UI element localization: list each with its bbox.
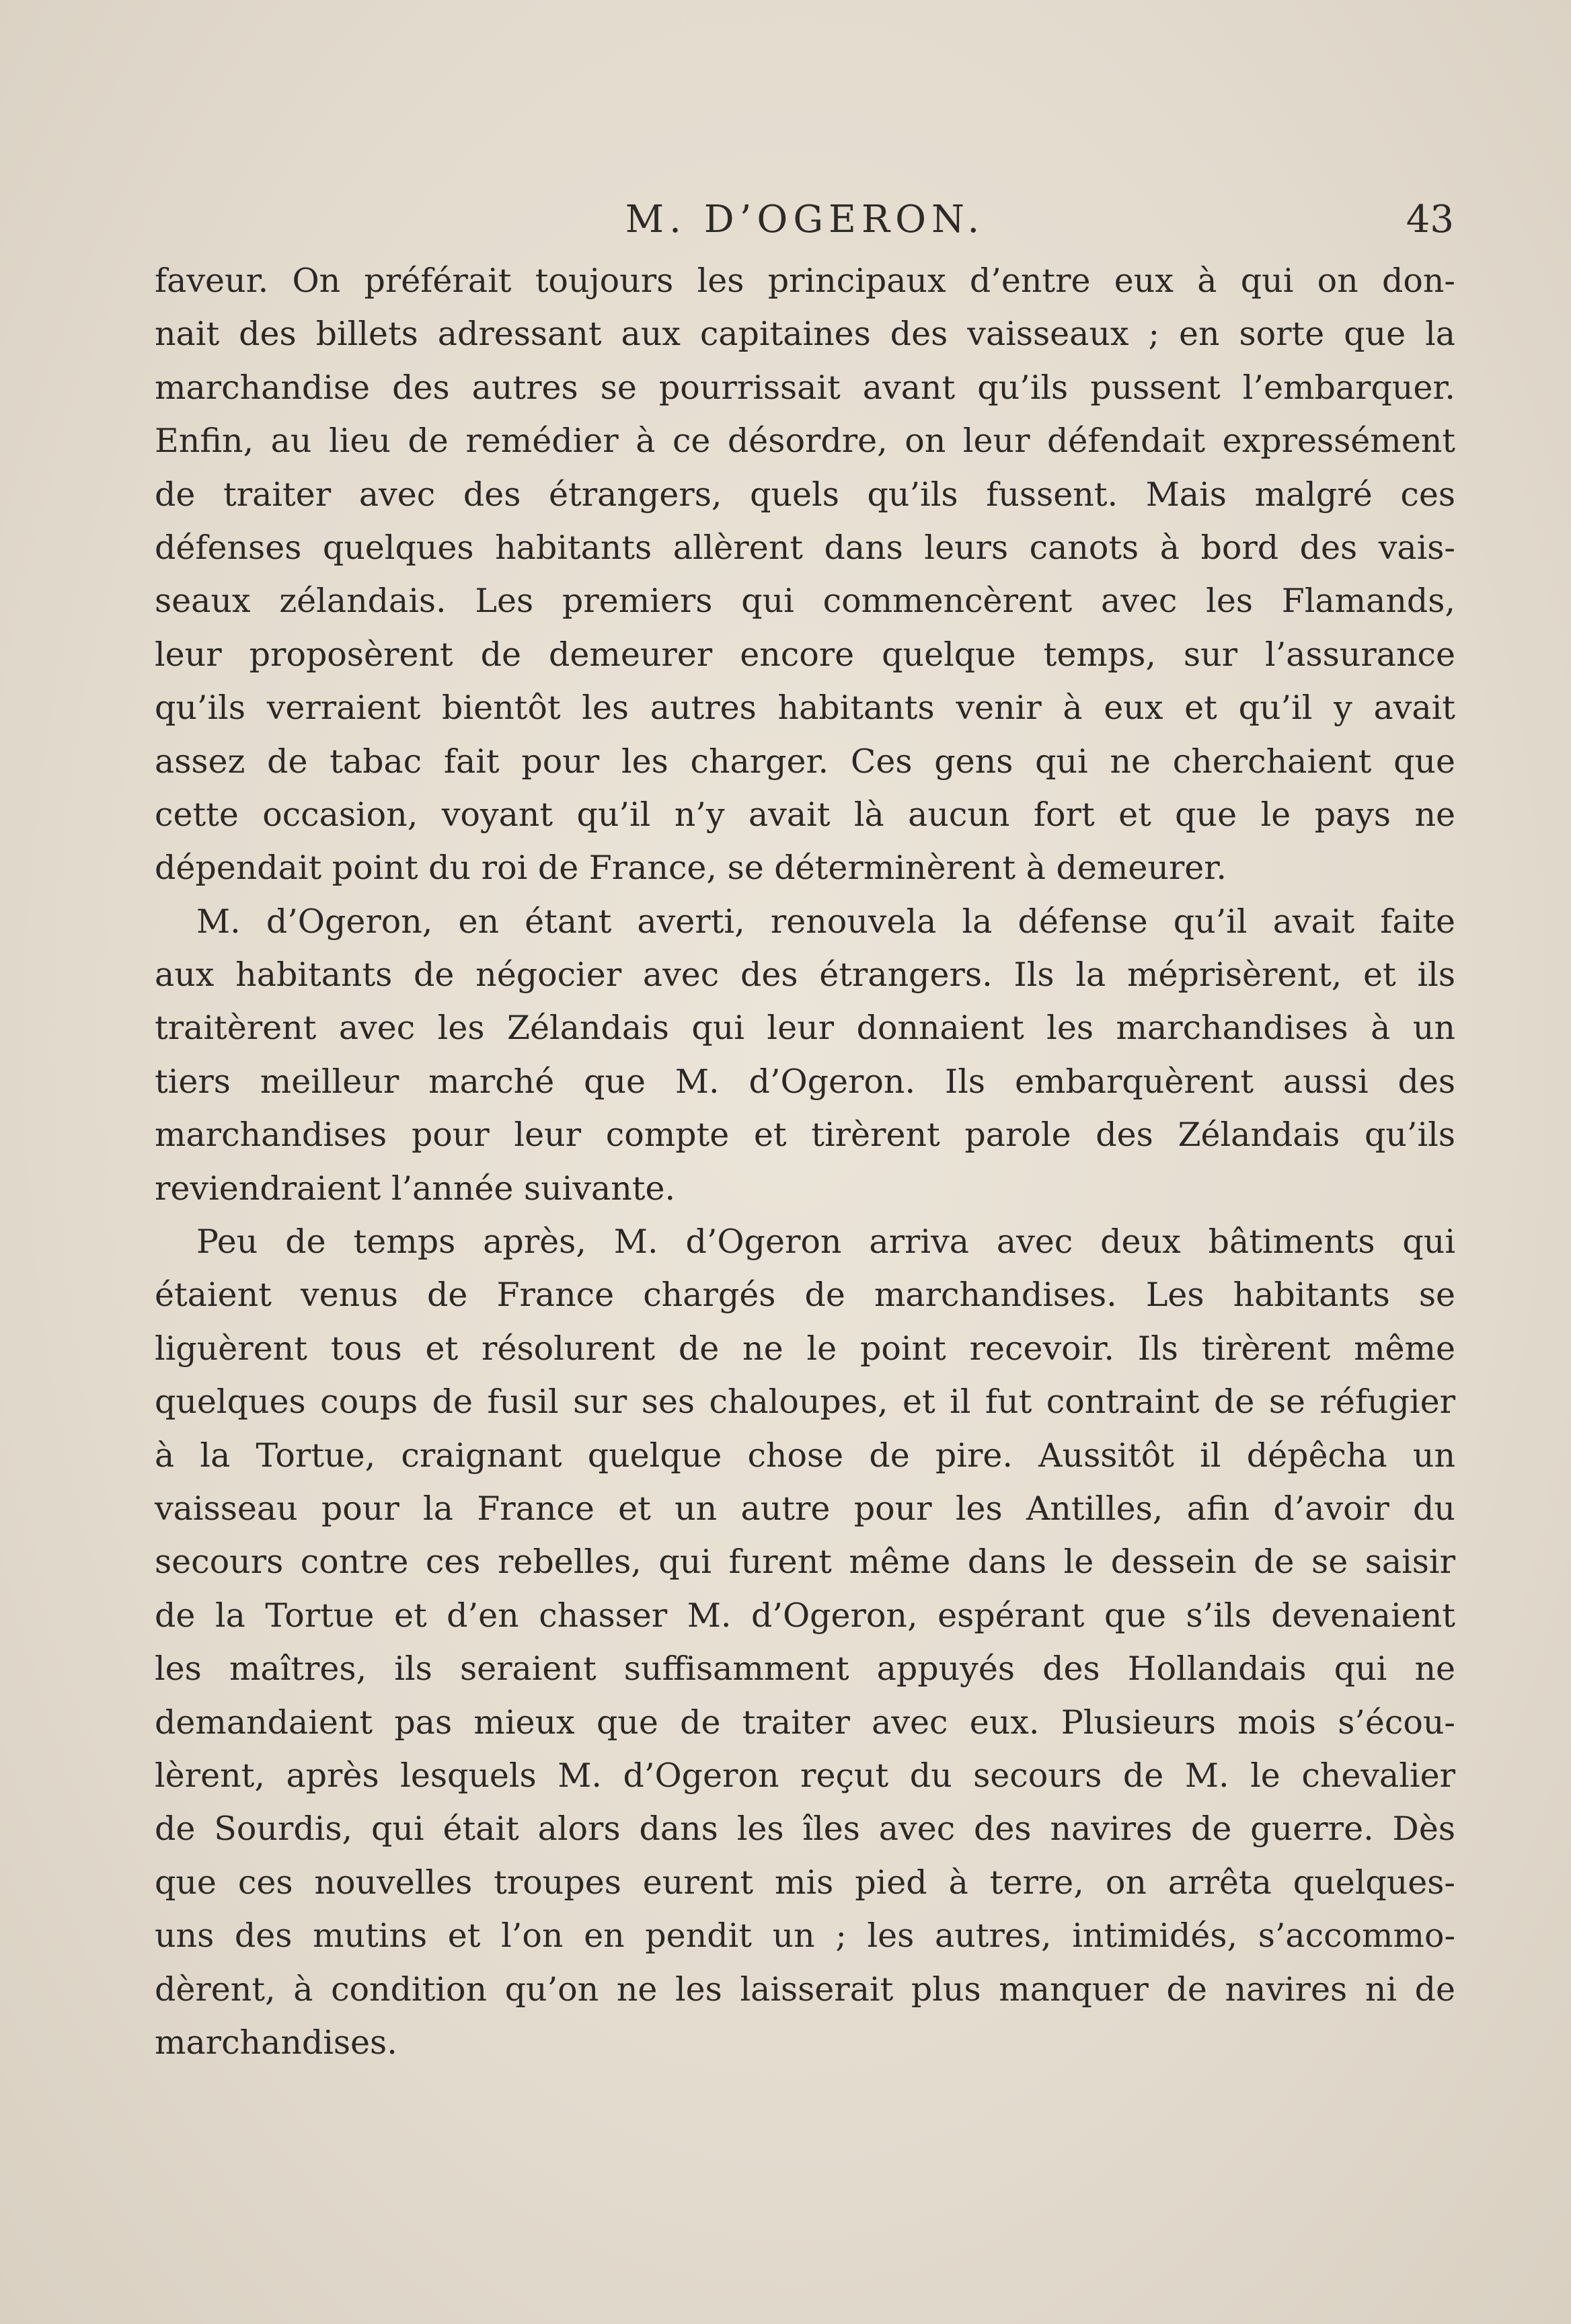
paragraph — [155, 1215, 1455, 2069]
text-line: quelques coups de fusil sur ses chaloupes, et il fut contraint de se réfugier — [155, 1383, 1455, 1422]
text-line: marchandises. — [155, 2023, 397, 2062]
text-line: de traiter avec des étrangers, quels qu’ils fussent. Mais malgré ces — [155, 475, 1455, 514]
running-title: M. D’OGERON. — [625, 198, 985, 241]
running-head — [156, 190, 1454, 250]
text-line: uns des mutins et l’on en pendit un ; les autres, intimidés, s’accommo- — [155, 1916, 1455, 1955]
text-line: faveur. On préférait toujours les principaux d’entre eux à qui on don- — [155, 262, 1455, 300]
text-line: M. d’Ogeron, en étant averti, renouvela la défense qu’il avait faite — [196, 902, 1455, 941]
text-line: de la Tortue et d’en chasser M. d’Ogeron, espérant que s’ils devenaient — [155, 1596, 1455, 1635]
text-line: Enfin, au lieu de remédier à ce désordre, on leur défendait expressément — [155, 422, 1455, 461]
paragraph — [155, 254, 1455, 895]
text-line: marchandise des autres se pourrissait avant qu’ils pussent l’embarquer. — [155, 368, 1455, 407]
text-line: défenses quelques habitants allèrent dans leurs canots à bord des vais- — [155, 528, 1455, 567]
text-line: cette occasion, voyant qu’il n’y avait là aucun fort et que le pays ne — [155, 795, 1455, 834]
text-line: seaux zélandais. Les premiers qui commencèrent avec les Flamands, — [155, 582, 1455, 621]
text-line: que ces nouvelles troupes eurent mis pied à terre, on arrêta quelques- — [155, 1863, 1455, 1902]
text-line: étaient venus de France chargés de marchandises. Les habitants se — [155, 1276, 1455, 1315]
text-line: vaisseau pour la France et un autre pour les Antilles, afin d’avoir du — [155, 1489, 1455, 1528]
text-line: nait des billets adressant aux capitaines des vaisseaux ; en sorte que la — [155, 315, 1455, 354]
text-line: qu’ils verraient bientôt les autres habitants venir à eux et qu’il y avait — [155, 689, 1455, 728]
text-line: Peu de temps après, M. d’Ogeron arriva avec deux bâtiments qui — [196, 1223, 1455, 1262]
text-line: liguèrent tous et résolurent de ne le point recevoir. Ils tirèrent même — [155, 1329, 1455, 1368]
text-line: traitèrent avec les Zélandais qui leur donnaient les marchandises à un — [155, 1009, 1455, 1048]
text-line: à la Tortue, craignant quelque chose de pire. Aussitôt il dépêcha un — [155, 1436, 1455, 1475]
text-line: dèrent, à condition qu’on ne les laisserait plus manquer de navires ni de — [155, 1970, 1455, 2009]
text-line: les maîtres, ils seraient suffisamment appuyés des Hollandais qui ne — [155, 1650, 1455, 1689]
text-line: de Sourdis, qui était alors dans les îles avec des navires de guerre. Dès — [155, 1810, 1455, 1849]
text-line: dépendait point du roi de France, se déterminèrent à demeurer. — [155, 849, 1227, 888]
page-number: 43 — [1406, 198, 1454, 241]
text-line: aux habitants de négocier avec des étrangers. Ils la méprisèrent, et ils — [155, 956, 1455, 995]
text-line: secours contre ces rebelles, qui furent même dans le dessein de se saisir — [155, 1543, 1455, 1582]
text-line: reviendraient l’année suivante. — [155, 1169, 676, 1208]
text-line: tiers meilleur marché que M. d’Ogeron. Ils embarquèrent aussi des — [155, 1062, 1455, 1101]
text-line: assez de tabac fait pour les charger. Ces gens qui ne cherchaient que — [155, 742, 1455, 781]
text-line: demandaient pas mieux que de traiter avec eux. Plusieurs mois s’écou- — [155, 1703, 1455, 1742]
paragraph — [155, 895, 1455, 1215]
text-line: leur proposèrent de demeurer encore quelque temps, sur l’assurance — [155, 635, 1455, 674]
text-line: marchandises pour leur compte et tirèrent parole des Zélandais qu’ils — [155, 1116, 1455, 1155]
text-line: lèrent, après lesquels M. d’Ogeron reçut du secours de M. le chevalier — [155, 1756, 1455, 1795]
body-text — [155, 254, 1455, 2069]
